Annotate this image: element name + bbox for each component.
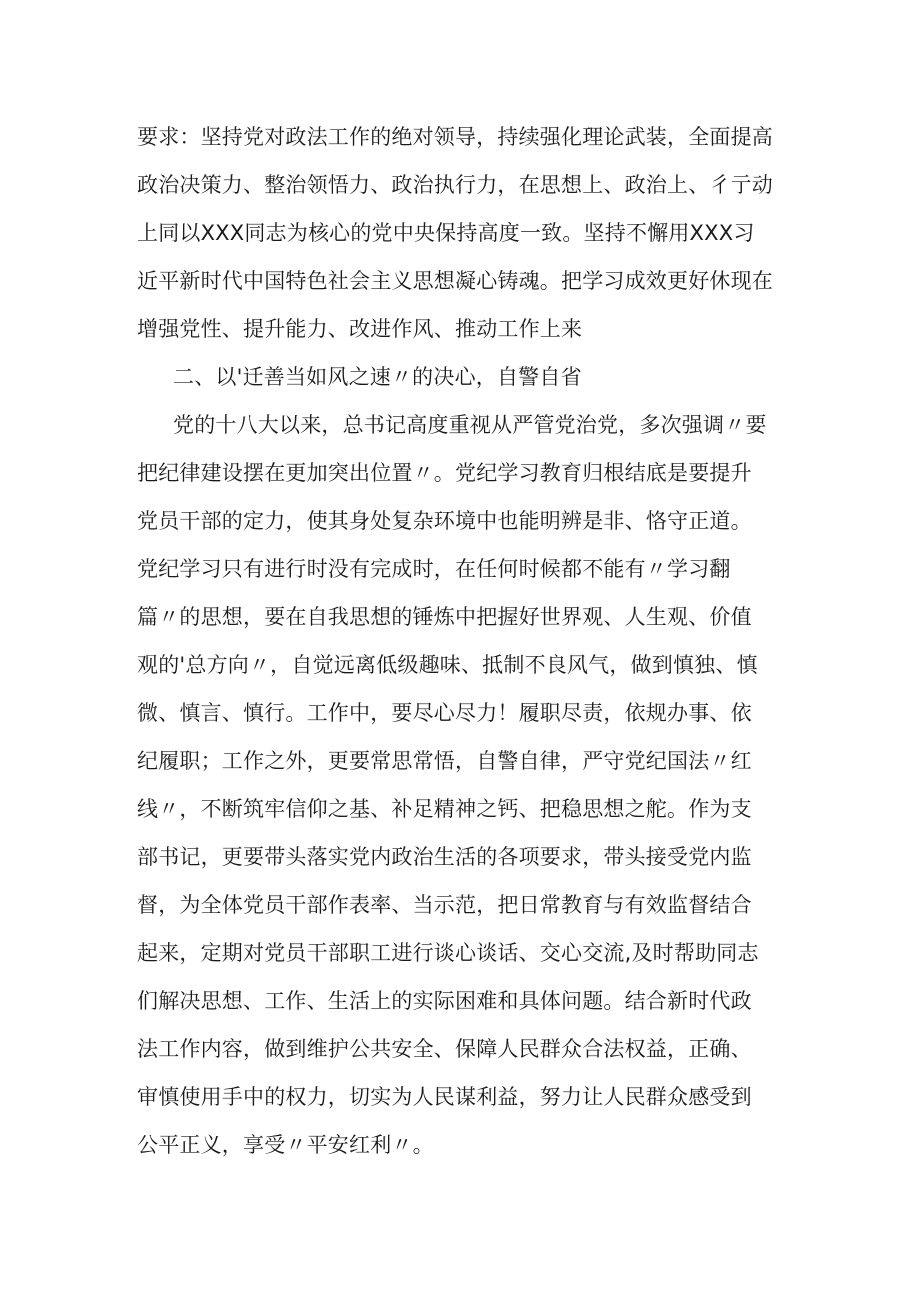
text-line: 督，为全体党员干部作表率、当示范，把日常教育与有效监督结合 (137, 893, 752, 917)
text-line: 增强党性、提升能力、改进作风、推动工作上来 (137, 317, 583, 341)
text-line: 纪履职；工作之外，更要常思常悟，自警自律，严守党纪国法〃红 (137, 749, 752, 773)
text-line: 政治决策力、整治领悟力、政治执行力，在思想上、政治上、彳亍动 (137, 173, 773, 197)
text-line: 起来，定期对党员干部职工进行谈心谈话、交心交流,及时帮助同志 (137, 941, 759, 965)
text-line: 微、慎言、慎行。工作中，要尽心尽力！履职尽责，依规办事、依 (137, 701, 752, 725)
text-line: 部书记，更要带头落实党内政治生活的各项要求，带头接受党内监 (137, 845, 752, 869)
text-line: 法工作内容，做到维护公共安全、保障人民群众合法权益，正确、 (137, 1037, 752, 1061)
text-line: 要求：坚持党对政法工作的绝对领导，持续强化理论武装，全面提高 (137, 125, 773, 149)
document-body (137, 113, 787, 1169)
text-line: 观的'总方向〃，自觉远离低级趣味、抵制不良风气，做到慎独、慎 (137, 653, 758, 677)
text-line: 上同以XXX同志为核心的党中央保持高度一致。坚持不懈用XXX习 (137, 221, 755, 245)
text-line: 审慎使用手中的权力，切实为人民谋利益，努力让人民群众感受到 (137, 1085, 752, 1109)
text-line: 篇〃的思想，要在自我思想的锤炼中把握好世界观、人生观、价值 (137, 605, 752, 629)
text-line: 党员干部的定力，使其身处复杂环境中也能明辨是非、恪守正道。 (137, 509, 752, 533)
text-line: 二、以'迁善当如风之速〃的决心，自警自省 (173, 365, 582, 389)
text-line: 近平新时代中国特色社会主义思想凝心铸魂。把学习成效更好休现在 (137, 269, 773, 293)
text-line: 公平正义，享受〃平安红利〃。 (137, 1133, 434, 1157)
text-line: 把纪律建设摆在更加突出位置〃。党纪学习教育归根结底是要提升 (137, 461, 752, 485)
text-line: 党的十八大以来，总书记高度重视从严管党治党，多次强调〃要 (173, 413, 767, 437)
text-line: 们解决思想、工作、生活上的实际困难和具体问题。结合新时代政 (137, 989, 752, 1013)
text-line: 党纪学习只有进行时没有完成时，在任何时候都不能有〃学习翻 (137, 557, 731, 581)
text-line: 线〃，不断筑牢信仰之基、补足精神之钙、把稳思想之舵。作为支 (137, 797, 752, 821)
